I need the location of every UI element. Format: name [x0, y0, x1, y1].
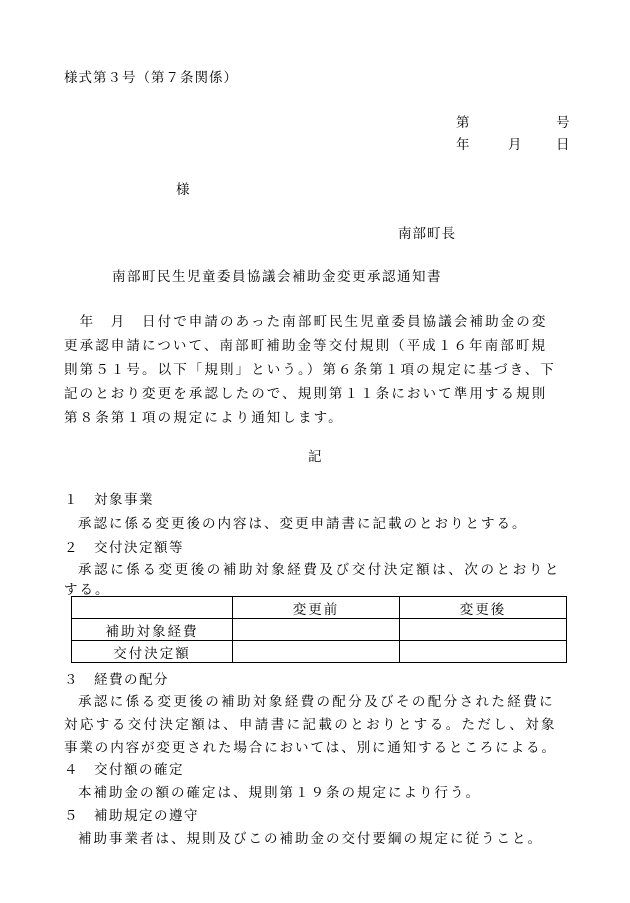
section-4-title: ４ 交付額の確定: [64, 762, 184, 778]
body-line: 年 月 日付で申請のあった南部町民生児童委員協議会補助金の変: [64, 314, 548, 330]
table-cell: [233, 641, 400, 663]
form-number: 様式第３号（第７条関係）: [64, 70, 238, 86]
section-3-title: ３ 経費の配分: [64, 672, 169, 688]
section-1-text: 承認に係る変更後の内容は、変更申請書に記載のとおりとする。: [78, 516, 528, 532]
table-cell: [400, 641, 567, 663]
section-2-text-1: 承認に係る変更後の補助対象経費及び交付決定額は、次のとおりと: [78, 562, 561, 578]
section-3-text-3: 事業の内容が変更された場合においては、別に通知するところによる。: [64, 740, 557, 756]
section-2-title: ２ 交付決定額等: [64, 540, 184, 556]
section-5-title: ５ 補助規定の遵守: [64, 808, 199, 824]
section-4-text: 本補助金の額の確定は、規則第１９条の規定により行う。: [78, 785, 481, 801]
body-line: 第８条第１項の規定により通知します。: [64, 410, 344, 426]
section-3-text-2: 対応する交付決定額は、申請書に記載のとおりとする。ただし、対象: [64, 717, 557, 733]
amount-table: [71, 596, 567, 663]
addressee-suffix: 様: [176, 182, 190, 198]
section-1-title: １ 対象事業: [64, 492, 154, 508]
table-header-cell: 変更後: [400, 597, 567, 619]
table-row: [72, 641, 567, 663]
table-cell: [233, 619, 400, 641]
table-header-cell: 変更前: [233, 597, 400, 619]
body-paragraph: [64, 310, 567, 430]
table-cell: 補助対象経費: [72, 619, 233, 641]
date-month-label: 月: [508, 137, 522, 153]
doc-number-prefix: 第: [456, 115, 470, 131]
section-5-text: 補助事業者は、規則及びこの補助金の交付要綱の規定に従うこと。: [78, 831, 543, 847]
table-cell: [400, 619, 567, 641]
document-title: 南部町民生児童委員協議会補助金変更承認通知書: [112, 269, 442, 285]
body-line: 記のとおり変更を承認したので、規則第１１条において準用する規則: [64, 386, 548, 402]
section-3-text-1: 承認に係る変更後の補助対象経費の配分及びその配分された経費に: [78, 694, 555, 710]
body-line: 更承認申請について、南部町補助金等交付規則（平成１６年南部町規: [64, 338, 548, 354]
date-day-label: 日: [556, 137, 570, 153]
section-2-text-2: する。: [64, 582, 111, 598]
table-row: [72, 619, 567, 641]
ki-heading: 記: [308, 449, 322, 465]
table-cell: 交付決定額: [72, 641, 233, 663]
doc-number-suffix: 号: [556, 115, 570, 131]
body-line: 則第５１号。以下「規則」という。）第６条第１項の規定に基づき、下: [64, 362, 556, 378]
table-header-row: [72, 597, 567, 619]
date-year-label: 年: [456, 137, 470, 153]
issuer-name: 南部町長: [398, 226, 456, 242]
table-header-cell: [72, 597, 233, 619]
